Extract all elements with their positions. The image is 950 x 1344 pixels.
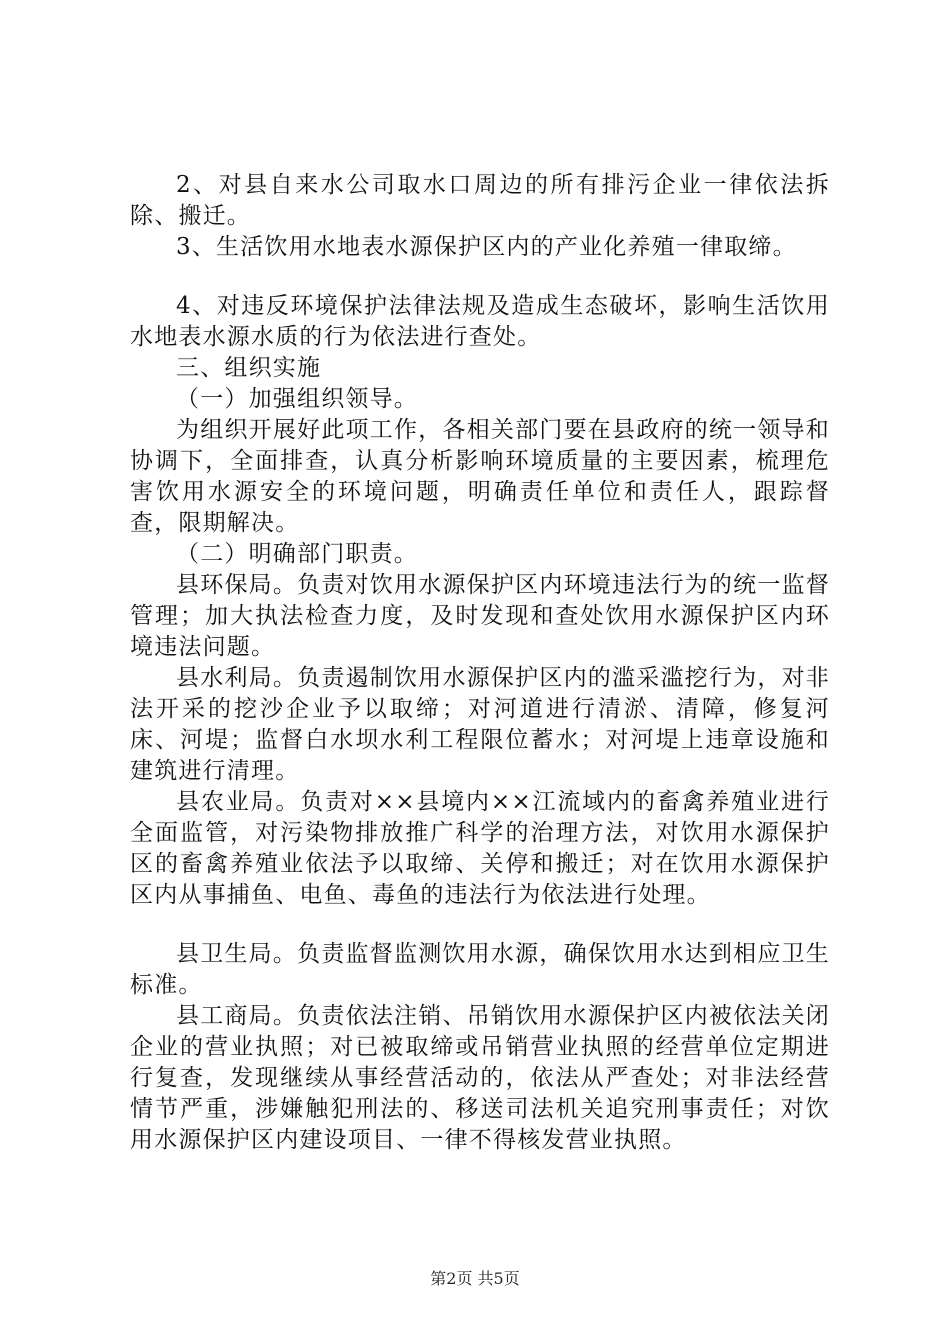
paragraph-item-4: 4、对违反环境保护法律法规及造成生态破坏，影响生活饮用水地表水源水质的行为依法进行查处。 xyxy=(130,293,830,350)
subsection-heading-leadership: （一）加强组织领导。 xyxy=(176,386,418,412)
paragraph-leadership: 为组织开展好此项工作，各相关部门要在县政府的统一领导和协调下，全面排查，认真分析影响环境质量的主要因素，梳理危害饮用水源安全的环境问题，明确责任单位和责任人，跟踪督查，限期解决。 xyxy=(130,417,830,536)
section-heading-organize: 三、组织实施 xyxy=(176,355,322,381)
document-body xyxy=(130,170,830,1156)
paragraph-agriculture-bureau: 县农业局。负责对××县境内××江流域内的畜禽养殖业进行全面监管，对污染物排放推广科学的治理方法，对饮用水源保护区的畜禽养殖业依法予以取缔、关停和搬迁；对在饮用水源保护区内从事捕鱼、电鱼、毒鱼的违法行为依法进行处理。 xyxy=(130,789,830,908)
paragraph-item-3: 3、生活饮用水地表水源保护区内的产业化养殖一律取缔。 xyxy=(176,234,797,260)
subsection-heading-duties: （二）明确部门职责。 xyxy=(176,541,418,567)
paragraph-commerce-bureau: 县工商局。负责依法注销、吊销饮用水源保护区内被依法关闭企业的营业执照；对已被取缔或吊销营业执照的经营单位定期进行复查，发现继续从事经营活动的，依法从严查处；对非法经营情节严重，涉嫌触犯刑法的、移送司法机关追究刑事责任；对饮用水源保护区内建设项目、一律不得核发营业执照。 xyxy=(130,1003,830,1153)
paragraph-environment-bureau: 县环保局。负责对饮用水源保护区内环境违法行为的统一监督管理；加大执法检查力度，及时发现和查处饮用水源保护区内环境违法问题。 xyxy=(130,572,830,660)
page-number-footer: 第2页 共5页 xyxy=(430,1269,520,1288)
paragraph-health-bureau: 县卫生局。负责监督监测饮用水源，确保饮用水达到相应卫生标准。 xyxy=(130,941,830,998)
paragraph-item-2: 2、对县自来水公司取水口周边的所有排污企业一律依法拆除、搬迁。 xyxy=(130,172,830,229)
paragraph-water-bureau: 县水利局。负责遏制饮用水源保护区内的滥采滥挖行为，对非法开采的挖沙企业予以取缔；对河道进行清淤、清障，修复河床、河堤；监督白水坝水利工程限位蓄水；对河堤上违章设施和建筑进行清理。 xyxy=(130,665,830,784)
